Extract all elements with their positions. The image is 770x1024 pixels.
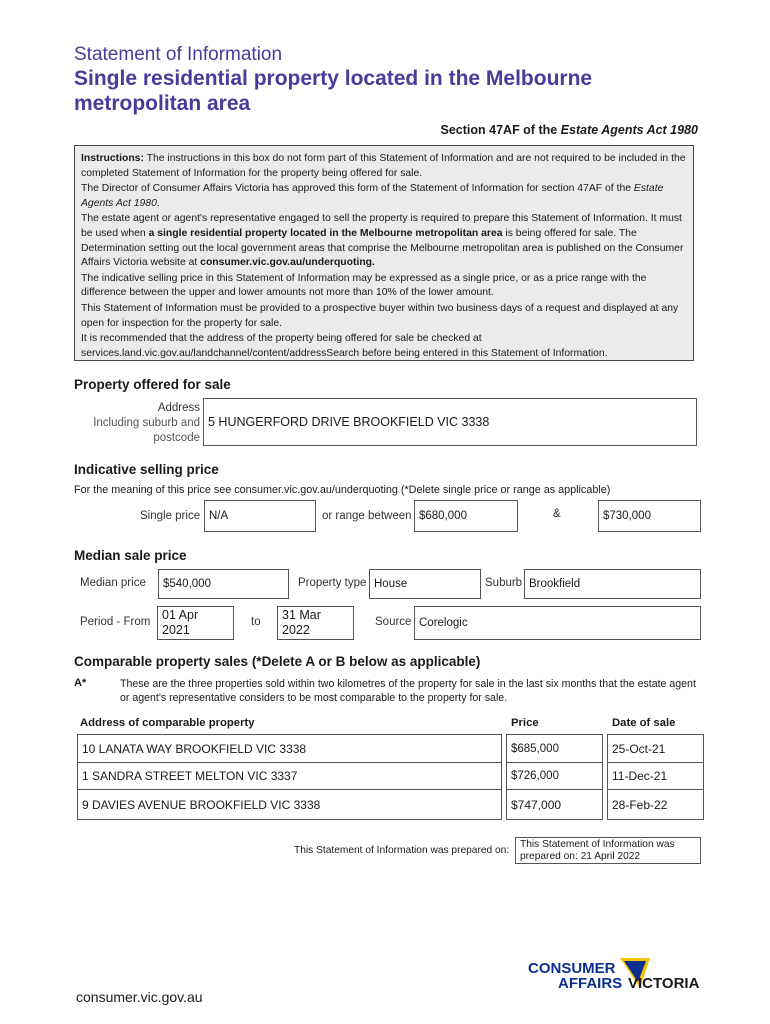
address-label-line1: Address	[157, 402, 200, 414]
comparable-address-1[interactable]: 10 LANATA WAY BROOKFIELD VIC 3338	[77, 734, 502, 763]
median-price-field[interactable]: $540,000	[158, 569, 289, 599]
col-address-header: Address of comparable property	[80, 717, 255, 729]
address-label-line3: postcode	[153, 432, 200, 444]
address-label-line2: Including suburb and	[93, 417, 200, 429]
address-label	[80, 401, 200, 446]
period-from-label: Period - From	[80, 616, 151, 628]
footer-url[interactable]: consumer.vic.gov.au	[76, 989, 203, 1005]
period-from-line1: 01 Apr	[162, 608, 199, 622]
logo-line2: AFFAIRS	[558, 975, 623, 992]
instructions-p6: It is recommended that the address of the property being offered for sale be checked at services.land.vic.gov.au/landchannel/content/addressSearch before being entered in this Statement of Information.	[81, 333, 608, 359]
cav-logo-graphic	[528, 958, 704, 994]
comparable-price-3[interactable]: $747,000	[506, 789, 603, 820]
address-field[interactable]: 5 HUNGERFORD DRIVE BROOKFIELD VIC 3338	[203, 398, 697, 446]
underquoting-link[interactable]: consumer.vic.gov.au/underquoting.	[200, 257, 375, 269]
comparable-price-1[interactable]: $685,000	[506, 734, 603, 763]
period-to-line2: 2022	[282, 623, 310, 637]
instructions-p3-a: The estate agent or agent's representative engaged to sell the property is required to prepare this Statement of Information. It must be used when	[81, 213, 682, 239]
comparable-date-2[interactable]: 11-Dec-21	[607, 762, 704, 790]
comparable-heading: Comparable property sales (*Delete A or B below as applicable)	[74, 654, 481, 669]
comparable-date-1[interactable]: 25-Oct-21	[607, 734, 704, 763]
instructions-p3-b: is being offered for sale. The Determination setting out the local government areas that comprise the Melbourne metropolitan area is published on the Consumer Affairs Victoria website at	[81, 227, 684, 269]
instructions-p2-text: The Director of Consumer Affairs Victoria has approved this form of the Statement of Information for section 47AF of the	[81, 183, 634, 195]
prepared-on-field[interactable]	[515, 837, 701, 864]
period-to-label: to	[251, 616, 261, 628]
property-heading: Property offered for sale	[74, 377, 231, 392]
period-to-line1: 31 Mar	[282, 608, 321, 622]
prepared-on-line2: prepared on: 21 April 2022	[520, 850, 641, 862]
logo-line1: CONSUMER	[528, 960, 616, 977]
period-to-field[interactable]	[277, 606, 354, 640]
suburb-field[interactable]: Brookfield	[524, 569, 701, 599]
instructions-p3-bold: a single residential property located in the Melbourne metropolitan area	[148, 227, 503, 239]
instructions-p2	[81, 182, 687, 211]
range-high-field[interactable]: $730,000	[598, 500, 701, 532]
option-a-marker: A*	[74, 677, 87, 689]
prepared-on-line1: This Statement of Information was	[520, 838, 675, 850]
instructions-p3	[81, 212, 687, 270]
document-title: Single residential property located in the Melbourne metropolitan area	[74, 67, 593, 115]
range-label: or range between	[322, 510, 412, 522]
instructions-p1-text: The instructions in this box do not form part of this Statement of Information and are not required to be included in the completed Statement of Information for the property being offered for sale.	[81, 153, 686, 179]
property-type-label: Property type	[298, 577, 367, 589]
range-amp: &	[553, 508, 561, 520]
instructions-p2-end: .	[156, 197, 160, 209]
source-label: Source	[375, 616, 412, 628]
document-subtitle: Statement of Information	[74, 44, 283, 65]
instructions-label: Instructions:	[81, 153, 144, 164]
logo-line3: VICTORIA	[628, 975, 700, 992]
property-type-field[interactable]: House	[369, 569, 481, 599]
col-date-header: Date of sale	[612, 717, 676, 729]
instructions-box	[74, 145, 694, 361]
comparable-address-3[interactable]: 9 DAVIES AVENUE BROOKFIELD VIC 3338	[77, 789, 502, 820]
section-reference	[441, 123, 698, 137]
indicative-heading: Indicative selling price	[74, 462, 219, 477]
comparable-date-3[interactable]: 28-Feb-22	[607, 789, 704, 820]
prepared-on-label: This Statement of Information was prepared on:	[294, 845, 510, 856]
median-price-label: Median price	[80, 577, 146, 589]
period-from-field[interactable]	[157, 606, 234, 640]
single-price-label: Single price	[140, 510, 201, 522]
suburb-label: Suburb	[485, 577, 523, 589]
instructions-p1	[81, 152, 687, 181]
section-ref-act: Estate Agents Act 1980	[560, 123, 698, 137]
comparable-description: These are the three properties sold within two kilometres of the property for sale in the last six months that the estate agent or agent's representative considers to be most comparable to the property for sale.	[120, 678, 696, 704]
median-heading: Median sale price	[74, 548, 187, 563]
instructions-p5: This Statement of Information must be provided to a prospective buyer within two business days of a request and displayed at any open for inspection for the property for sale.	[81, 302, 679, 329]
instructions-p2-act: Estate Agents Act 1980	[81, 183, 664, 209]
consumer-affairs-victoria-logo	[528, 958, 704, 994]
col-price-header: Price	[511, 717, 539, 729]
comparable-price-2[interactable]: $726,000	[506, 762, 603, 790]
period-from-line2: 2021	[162, 623, 190, 637]
range-low-field[interactable]: $680,000	[414, 500, 518, 532]
single-price-field[interactable]: N/A	[204, 500, 316, 532]
indicative-note: For the meaning of this price see consumer.vic.gov.au/underquoting (*Delete single price or range as applicable)	[74, 484, 611, 496]
source-field[interactable]: Corelogic	[414, 606, 701, 640]
comparable-address-2[interactable]: 1 SANDRA STREET MELTON VIC 3337	[77, 762, 502, 790]
instructions-p4: The indicative selling price in this Statement of Information may be expressed as a single price, or as a price range with the difference between the upper and lower amounts not more than 10% of the lower amount.	[81, 272, 647, 299]
section-ref-prefix: Section 47AF of the	[440, 123, 561, 137]
